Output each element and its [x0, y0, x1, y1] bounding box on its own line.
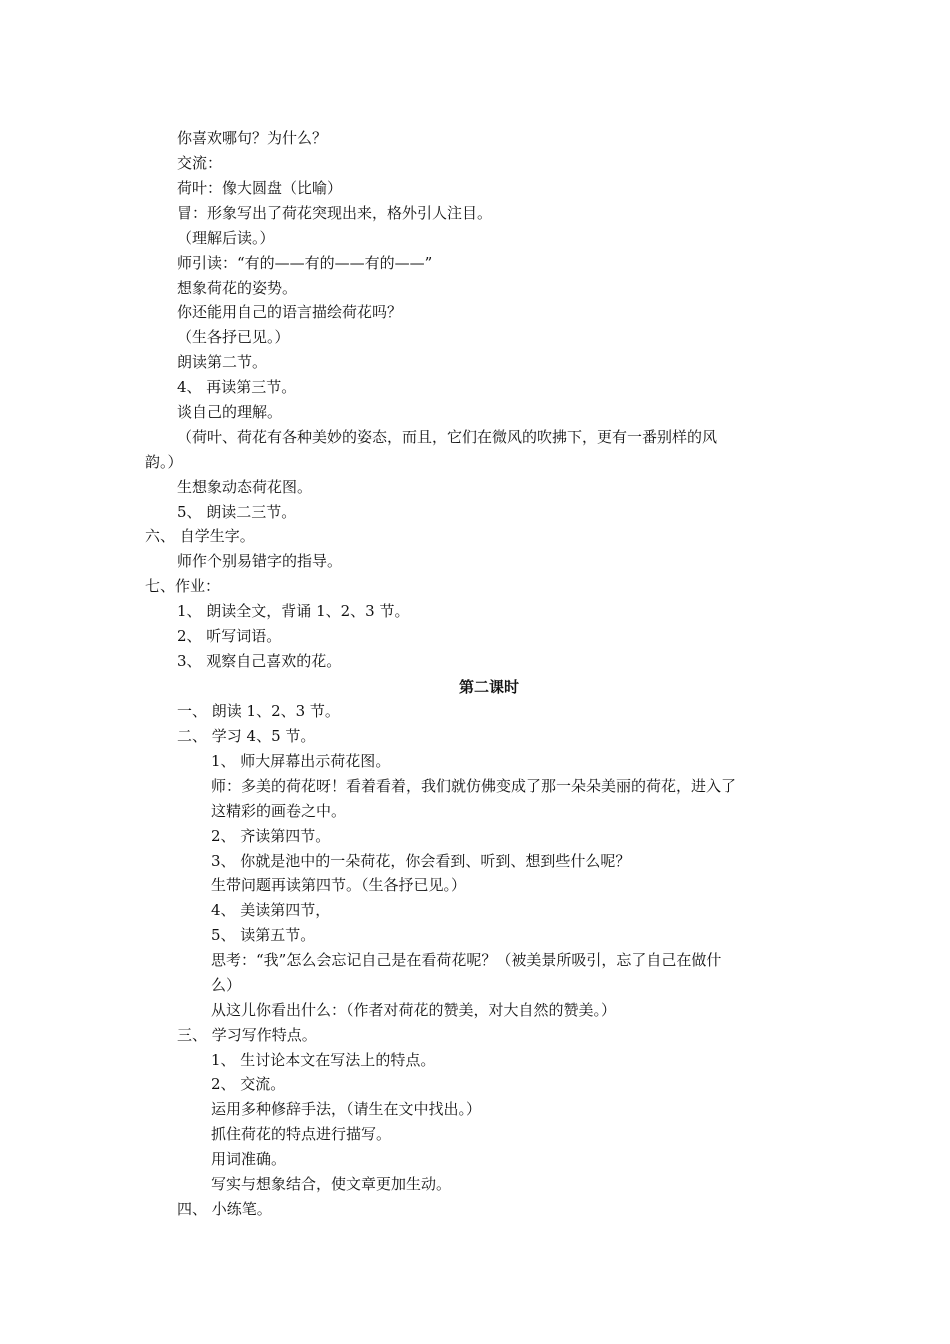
- text-line: 么）: [211, 976, 242, 994]
- section-heading: 第二课时: [459, 678, 520, 696]
- text-line: 2、 齐读第四节。: [211, 827, 331, 845]
- text-line: 3、 你就是池中的一朵荷花，你会看到、听到、想到些什么呢？: [211, 852, 631, 870]
- text-line: 三、 学习写作特点。: [177, 1026, 317, 1044]
- text-line: 师：多美的荷花呀！看着看着，我们就仿佛变成了那一朵朵美丽的荷花，进入了: [211, 777, 737, 795]
- text-line: 这精彩的画卷之中。: [211, 802, 347, 820]
- text-line: 师引读：“有的——有的——有的——”: [177, 254, 433, 272]
- text-line: （理解后读。）: [177, 229, 275, 247]
- text-line: 师作个别易错字的指导。: [177, 552, 343, 570]
- text-line: 想象荷花的姿势。: [177, 279, 298, 297]
- text-line: 冒：形象写出了荷花突现出来，格外引人注目。: [177, 204, 493, 222]
- text-line: 5、 朗读二三节。: [177, 503, 297, 521]
- text-line: 谈自己的理解。: [177, 403, 283, 421]
- text-line: 用词准确。: [211, 1150, 287, 1168]
- text-line: 七、作业：: [145, 577, 221, 595]
- text-line: 2、 交流。: [211, 1075, 286, 1093]
- text-line: 4、 再读第三节。: [177, 378, 297, 396]
- text-line: 2、 听写词语。: [177, 627, 282, 645]
- text-line: 四、 小练笔。: [177, 1200, 272, 1218]
- text-line: 抓住荷花的特点进行描写。: [211, 1125, 392, 1143]
- text-line: 写实与想象结合，使文章更加生动。: [211, 1175, 452, 1193]
- text-line: 一、 朗读 1、2、3 节。: [177, 702, 340, 720]
- text-line: 从这儿你看出什么：（作者对荷花的赞美，对大自然的赞美。）: [211, 1001, 617, 1019]
- text-line: 5、 读第五节。: [211, 926, 316, 944]
- text-line: 二、 学习 4、5 节。: [177, 727, 316, 745]
- text-line: 荷叶：像大圆盘（比喻）: [177, 179, 343, 197]
- text-line: 运用多种修辞手法，（请生在文中找出。）: [211, 1100, 482, 1118]
- text-line: 六、 自学生字。: [145, 527, 255, 545]
- text-line: （荷叶、荷花有各种美妙的姿态，而且，它们在微风的吹拂下，更有一番别样的风: [177, 428, 718, 446]
- text-line: 韵。）: [145, 453, 183, 471]
- text-line: 1、 生讨论本文在写法上的特点。: [211, 1051, 436, 1069]
- text-line: 交流：: [177, 154, 223, 172]
- text-line: 3、 观察自己喜欢的花。: [177, 652, 342, 670]
- text-line: 思考：“我”怎么会忘记自己是在看荷花呢？（被美景所吸引，忘了自己在做什: [211, 951, 722, 969]
- text-line: 你喜欢哪句？为什么？: [177, 129, 328, 147]
- text-line: 1、 师大屏幕出示荷花图。: [211, 752, 391, 770]
- text-line: 4、 美读第四节，: [211, 901, 331, 919]
- text-line: 生带问题再读第四节。（生各抒已见。）: [211, 876, 467, 894]
- text-line: 你还能用自己的语言描绘荷花吗？: [177, 303, 403, 321]
- text-line: 生想象动态荷花图。: [177, 478, 313, 496]
- text-line: 朗读第二节。: [177, 353, 268, 371]
- text-line: 1、 朗读全文，背诵 1、2、3 节。: [177, 602, 410, 620]
- text-line: （生各抒已见。）: [177, 328, 290, 346]
